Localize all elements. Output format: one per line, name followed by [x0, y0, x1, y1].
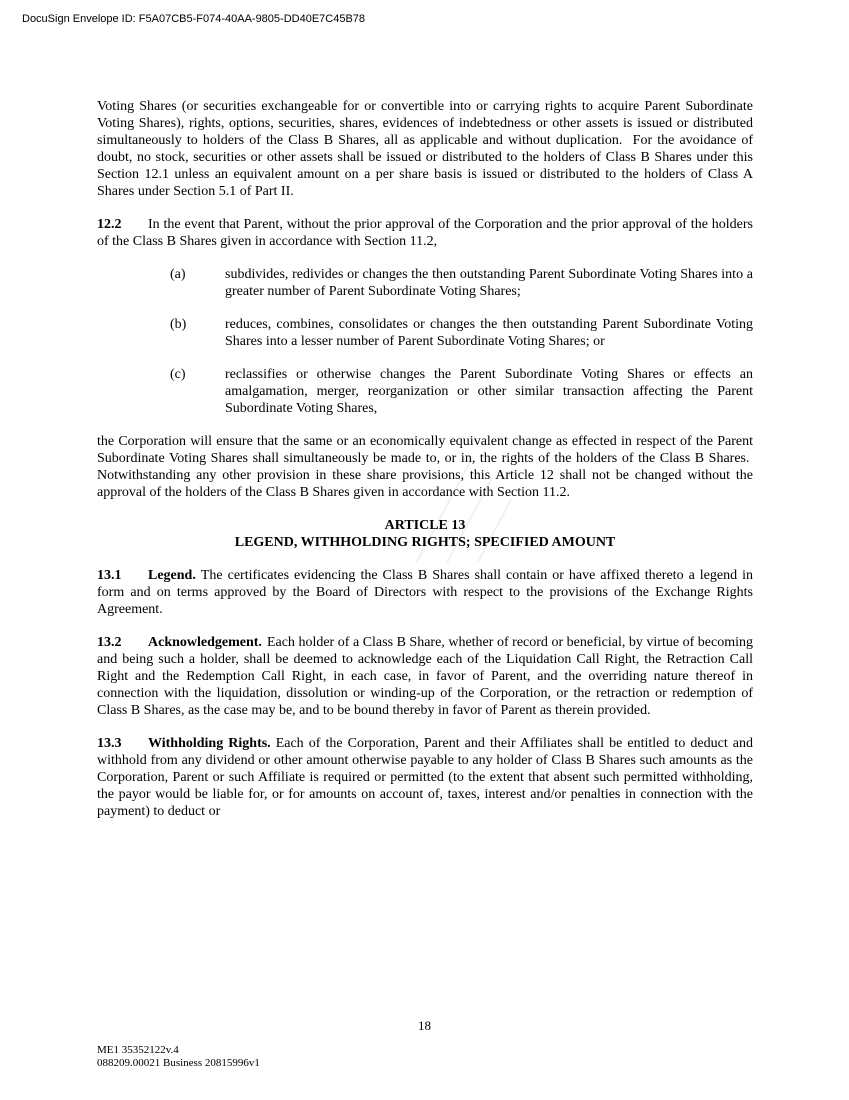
page-number: 18 [418, 1018, 431, 1033]
section-13-3 [97, 735, 753, 820]
section-text: The certificates evidencing the Class B Shares shall contain or have affixed thereto a legend in form and on terms approved by the Board of Directors with respect to the provisions of the Exchange Rights Agreement. [97, 568, 753, 617]
list-text: reclassifies or otherwise changes the Parent Subordinate Voting Shares or effects an amalgamation, merger, reorganization or other similar transaction affecting the Parent Subordinate Voting Shares, [225, 367, 753, 416]
list-label: (b) [170, 317, 187, 332]
section-number: 13.2 [97, 635, 122, 650]
article-13-title: ARTICLE 13 [384, 518, 466, 533]
section-text: Each of the Corporation, Parent and their Affiliates shall be entitled to deduct and withhold from any dividend or other amount otherwise payable to any holder of Class B Shares such amounts as the Corporation, Parent or such Affiliate is required or permitted (to the extent that absent such permitted withholding, the payor would be liable for, or for amounts on account of, taxes, interest and/or penalties in connection with the payment) to deduct or [97, 736, 753, 819]
section-13-2 [97, 634, 753, 719]
paragraph-closing: the Corporation will ensure that the same or an economically equivalent change as effected in respect of the Parent Subordinate Voting Shares shall simultaneously be made to, or in, the rights of the holders of the Class B Shares. Notwithstanding any other provision in these share provisions, this Article 12 shall not be changed without the approval of the holders of the Class B Shares given in accordance with Section 11.2. [97, 434, 753, 500]
section-13-1 [97, 567, 753, 618]
list-label: (c) [170, 367, 186, 382]
list-item-a [97, 266, 753, 300]
document-footer [97, 1044, 260, 1070]
section-text: Each holder of a Class B Share, whether of record or beneficial, by virtue of becoming and being such a holder, shall be deemed to acknowledge each of the Liquidation Call Right, the Retraction Call Right and the Redemption Call Right, in each case, in favor of Parent, and the overriding nature thereof in connection with the liquidation, dissolution or winding-up of the Corporation, or the retraction or redemption of Class B Shares, as the case may be, and to be bound thereby in favor of Parent as therein provided. [97, 635, 753, 718]
section-number: 12.2 [97, 217, 122, 232]
list-label: (a) [170, 267, 186, 282]
list-item-b [97, 316, 753, 350]
section-title: Withholding Rights. [148, 736, 271, 751]
section-number: 13.3 [97, 736, 122, 751]
article-13-subtitle: LEGEND, WITHHOLDING RIGHTS; SPECIFIED AMOUNT [234, 535, 616, 550]
list-item-c [97, 366, 753, 417]
article-13-heading [97, 517, 753, 551]
footer-doc-id-line2: 088209.00021 Business 20815996v1 [97, 1057, 260, 1069]
footer-doc-id-line1: ME1 35352122v.4 [97, 1044, 179, 1056]
section-title: Legend. [148, 568, 196, 583]
paragraph-continuation: Voting Shares (or securities exchangeable for or convertible into or carrying rights to acquire Parent Subordinate Voting Shares), rights, options, securities, shares, evidences of indebtedness or other assets is issued or distributed simultaneously to holders of the Class B Shares, all as applicable and without duplication. For the avoidance of doubt, no stock, securities or other assets shall be issued or distributed to the holders of Class B Shares under this Section 12.1 unless an equivalent amount on a per share basis is issued or distributed to the holders of Class A Shares under Section 5.1 of Part II. [97, 99, 753, 199]
section-title: Acknowledgement. [148, 635, 262, 650]
list-text: subdivides, redivides or changes the then outstanding Parent Subordinate Voting Shares into a greater number of Parent Subordinate Voting Shares; [225, 267, 753, 299]
section-12-2 [97, 216, 753, 250]
section-number: 13.1 [97, 568, 122, 583]
docusign-envelope-id: DocuSign Envelope ID: F5A07CB5-F074-40AA-9805-DD40E7C45B78 [22, 13, 366, 25]
section-text: In the event that Parent, without the prior approval of the Corporation and the prior approval of the holders of the Class B Shares given in accordance with Section 11.2, [97, 217, 753, 249]
document-content [97, 98, 753, 836]
list-text: reduces, combines, consolidates or changes the then outstanding Parent Subordinate Voting Shares into a lesser number of Parent Subordinate Voting Shares; or [225, 317, 753, 349]
